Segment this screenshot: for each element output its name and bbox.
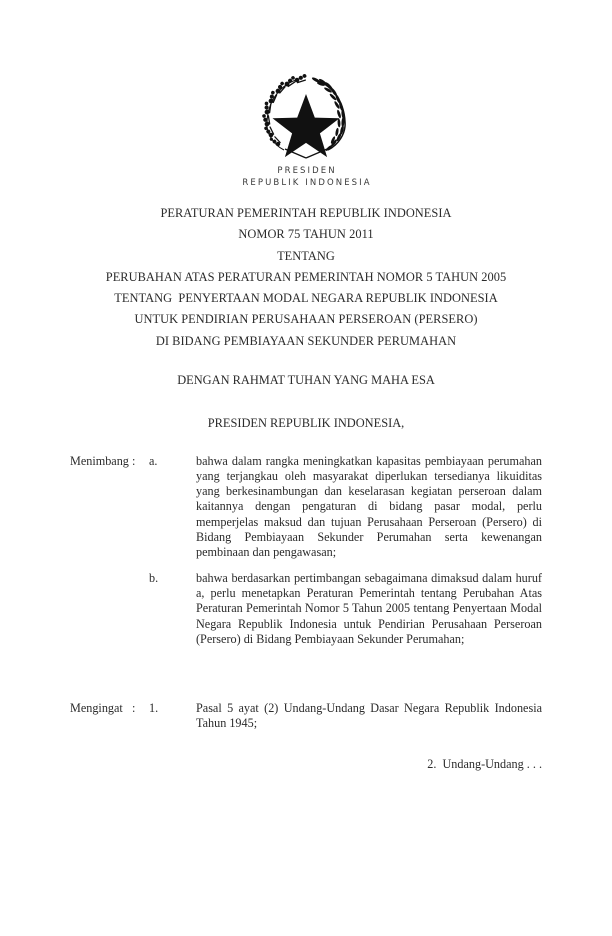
- menimbang-label: Menimbang: [70, 454, 129, 468]
- mengingat-label: Mengingat: [70, 701, 123, 715]
- page-catchword: 2. Undang-Undang . . .: [427, 757, 542, 771]
- menimbang-marker-a: a.: [149, 454, 158, 468]
- authority-line: PRESIDEN REPUBLIK INDONESIA,: [207, 416, 405, 430]
- title-line-4: PERUBAHAN ATAS PERATURAN PEMERINTAH NOMOR 5 TAHUN 2005: [105, 269, 507, 284]
- mengingat-item-1: [70, 701, 542, 731]
- menimbang-colon: :: [132, 454, 136, 468]
- title-line-6: UNTUK PENDIRIAN PERUSAHAAN PERSEROAN (PERSERO): [134, 312, 478, 327]
- emblem-caption-line-2: REPUBLIK INDONESIA: [242, 177, 372, 188]
- title-line-3: TENTANG: [277, 248, 335, 263]
- mengingat-colon: :: [132, 701, 136, 715]
- emblem-block: [0, 70, 612, 189]
- menimbang-section: [70, 454, 542, 647]
- mengingat-marker-1: 1.: [149, 701, 159, 715]
- menimbang-item-a: [70, 454, 542, 560]
- menimbang-text-a: bahwa dalam rangka meningkatkan kapasitas pembiayaan perumahan yang terjangkau oleh masyarakat diperlukan tersedianya likuiditas yang berkesinambungan dan keselarasan kegiatan perseroan dalam kaitannya dengan pengaturan di bidang pasar modal, perlu memperjelas maksud dan tujuan Perusahaan Perseroan (Persero) di Bidang Pembiayaan Sekunder Perumahan serta kewenangan pembinaan dan pengawasan;: [196, 454, 542, 559]
- mengingat-section: [70, 701, 542, 731]
- title-line-1: PERATURAN PEMERINTAH REPUBLIK INDONESIA: [160, 206, 452, 220]
- menimbang-text-b: bahwa berdasarkan pertimbangan sebagaimana dimaksud dalam huruf a, perlu menetapkan Peraturan Pemerintah tentang Perubahan Atas Peraturan Pemerintah Nomor 5 Tahun 2005 tentang Penyertaan Modal Negara Republik Indonesia untuk Pendirian Perusahaan Perseroan (Persero) di Bidang Pembiayaan Sekunder Perumahan;: [196, 571, 542, 646]
- emblem-caption: [0, 166, 612, 189]
- invocation-line: DENGAN RAHMAT TUHAN YANG MAHA ESA: [177, 373, 435, 387]
- emblem-caption-line-1: PRESIDEN: [277, 166, 337, 176]
- menimbang-item-b: [70, 571, 542, 647]
- title-line-5: TENTANG PENYERTAAN MODAL NEGARA REPUBLIK INDONESIA: [114, 291, 498, 306]
- indonesia-presidential-seal-icon: [253, 70, 359, 162]
- mengingat-text-1: Pasal 5 ayat (2) Undang-Undang Dasar Negara Republik Indonesia Tahun 1945;: [196, 701, 542, 731]
- title-line-7: DI BIDANG PEMBIAYAAN SEKUNDER PERUMAHAN: [155, 333, 457, 348]
- document-title-block: [36, 203, 576, 352]
- title-line-2: NOMOR 75 TAHUN 2011: [238, 227, 374, 242]
- menimbang-marker-b: b.: [149, 571, 159, 586]
